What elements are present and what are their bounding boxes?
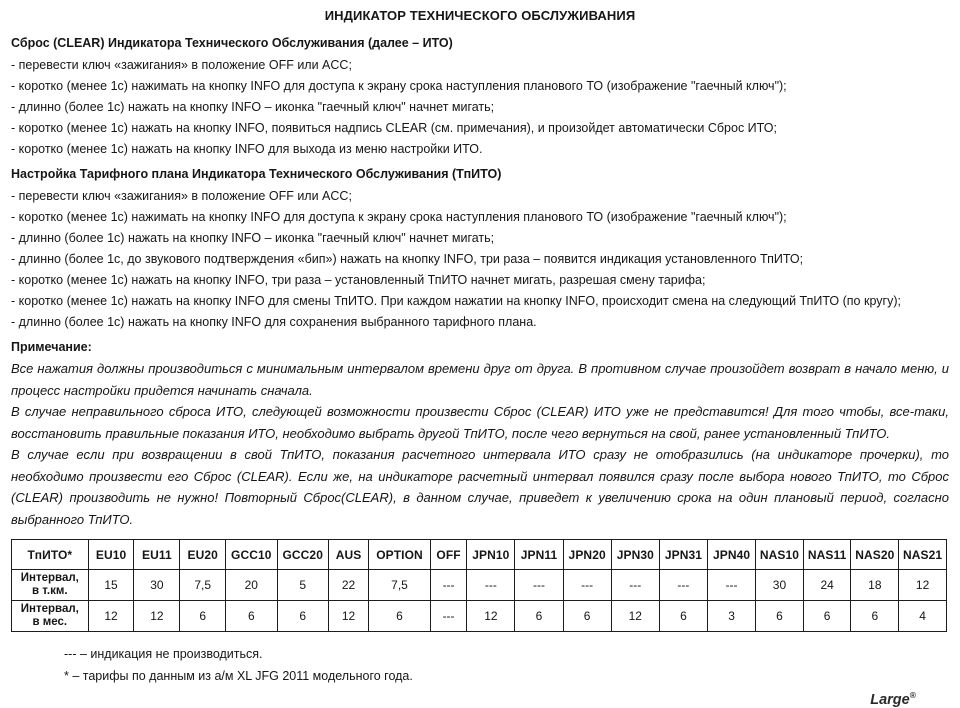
- table-header-cell: NAS20: [851, 540, 899, 570]
- table-cell: 12: [899, 570, 947, 601]
- table-cell: 6: [851, 601, 899, 632]
- table-cell: 30: [134, 570, 180, 601]
- brand-name: Large: [870, 691, 910, 708]
- table-cell: 4: [899, 601, 947, 632]
- table-cell: 3: [708, 601, 756, 632]
- instruction-line: - длинно (более 1с) нажать на кнопку INFO – иконка "гаечный ключ" начнет мигать;: [11, 100, 495, 114]
- table-cell: 22: [328, 570, 368, 601]
- table-cell: 12: [88, 601, 134, 632]
- table-header-cell: AUS: [328, 540, 368, 570]
- table-cell: ---: [611, 570, 659, 601]
- instruction-line: - коротко (менее 1с) нажимать на кнопку INFO для доступа к экрану срока наступления планового ТО (изображение "гаечный ключ");: [11, 210, 787, 224]
- table-header-cell: JPN20: [563, 540, 611, 570]
- table-cell: ---: [430, 570, 466, 601]
- table-header-cell: ТпИТО*: [12, 540, 89, 570]
- table-header-cell: NAS10: [756, 540, 804, 570]
- table-cell: 6: [515, 601, 563, 632]
- table-row: [12, 570, 947, 601]
- tariff-table: [11, 539, 947, 632]
- table-header-cell: JPN31: [659, 540, 707, 570]
- table-cell: 20: [226, 570, 277, 601]
- instruction-line: - коротко (менее 1с) нажать на кнопку INFO для выхода из меню настройки ИТО.: [11, 142, 483, 156]
- table-cell: ---: [708, 570, 756, 601]
- table-header-cell: NAS21: [899, 540, 947, 570]
- table-header-row: [12, 540, 947, 570]
- table-cell: 6: [277, 601, 328, 632]
- table-cell: 6: [659, 601, 707, 632]
- instruction-line: - перевести ключ «зажигания» в положение OFF или ACC;: [11, 189, 352, 203]
- table-header-cell: JPN10: [467, 540, 515, 570]
- table-cell: 5: [277, 570, 328, 601]
- table-row: [12, 601, 947, 632]
- table-header-cell: NAS11: [803, 540, 851, 570]
- note-paragraph: Все нажатия должны производиться с минимальным интервалом времени друг от друга. В противном случае произойдет возврат в начало меню, и процесс настройки придется начинать сначала.: [11, 361, 949, 398]
- section2-heading: Настройка Тарифного плана Индикатора Технического Обслуживания (ТпИТО): [11, 167, 502, 181]
- table-cell: 15: [88, 570, 134, 601]
- instruction-line: - длинно (более 1с) нажать на кнопку INFO – иконка "гаечный ключ" начнет мигать;: [11, 231, 495, 245]
- table-header-cell: EU20: [180, 540, 226, 570]
- table-cell: 12: [467, 601, 515, 632]
- table-cell: ---: [659, 570, 707, 601]
- instruction-line: - коротко (менее 1с) нажать на кнопку INFO, три раза – установленный ТпИТО начнет мигать, разрешая смену тарифа;: [11, 273, 706, 287]
- footnote-line: --- – индикация не производиться.: [64, 647, 263, 661]
- table-header-cell: JPN40: [708, 540, 756, 570]
- table-cell: 6: [369, 601, 431, 632]
- table-header-cell: JPN11: [515, 540, 563, 570]
- table-cell: 12: [328, 601, 368, 632]
- row-label: Интервал, в мес.: [12, 601, 89, 632]
- row-label: Интервал, в т.км.: [12, 570, 89, 601]
- table-cell: 24: [803, 570, 851, 601]
- table-cell: 12: [134, 601, 180, 632]
- note-paragraph: В случае неправильного сброса ИТО, следующей возможности произвести Сброс (CLEAR) ИТО уже не представится! Для того чтобы, все-таки, восстановить правильные показания ИТО, необходимо выбрать другой ТпИТО, после чего вернуться на свой, ранее установленный ТпИТО.: [11, 404, 949, 441]
- note-paragraph: В случае если при возвращении в свой ТпИТО, показания расчетного интервала ИТО сразу не отобразились (на индикаторе прочерки), то необходимо произвести его Сброс (CLEAR). Если же, на индикаторе расчетный интервал появился сразу после выбора нового ТпИТО, то Сброс (CLEAR) производить не нужно! Повторный Сброс(CLEAR), в данном случае, приведет к увеличению срока на один плановый период, согласно выбранного ТпИТО.: [11, 447, 949, 527]
- table-cell: 6: [563, 601, 611, 632]
- table-cell: 6: [226, 601, 277, 632]
- table-header-cell: GCC20: [277, 540, 328, 570]
- table-cell: 6: [756, 601, 804, 632]
- instruction-line: - коротко (менее 1с) нажать на кнопку INFO, появиться надпись CLEAR (см. примечания), и произойдет автоматически Сброс ИТО;: [11, 121, 777, 135]
- section1-heading: Сброс (CLEAR) Индикатора Технического Обслуживания (далее – ИТО): [11, 36, 453, 50]
- table-footnotes: [11, 643, 949, 687]
- table-cell: ---: [515, 570, 563, 601]
- registered-mark-icon: ®: [909, 690, 916, 700]
- table-cell: 6: [180, 601, 226, 632]
- table-cell: 7,5: [369, 570, 431, 601]
- table-cell: 30: [756, 570, 804, 601]
- instruction-line: - коротко (менее 1с) нажать на кнопку INFO для смены ТпИТО. При каждом нажатии на кнопку INFO, происходит смена на следующий ТпИТО (по кругу);: [11, 294, 901, 308]
- table-cell: ---: [430, 601, 466, 632]
- table-header-cell: OFF: [430, 540, 466, 570]
- table-cell: 18: [851, 570, 899, 601]
- doc-title: ИНДИКАТОР ТЕХНИЧЕСКОГО ОБСЛУЖИВАНИЯ: [324, 8, 636, 23]
- table-cell: ---: [467, 570, 515, 601]
- brand-watermark: [11, 690, 949, 708]
- instruction-line: - перевести ключ «зажигания» в положение OFF или ACC;: [11, 58, 352, 72]
- table-header-cell: EU11: [134, 540, 180, 570]
- notes-heading: Примечание:: [11, 340, 92, 354]
- table-cell: 12: [611, 601, 659, 632]
- table-cell: 7,5: [180, 570, 226, 601]
- instruction-line: - коротко (менее 1с) нажимать на кнопку INFO для доступа к экрану срока наступления планового ТО (изображение "гаечный ключ");: [11, 79, 787, 93]
- table-header-cell: OPTION: [369, 540, 431, 570]
- instruction-line: - длинно (более 1с, до звукового подтверждения «бип») нажать на кнопку INFO, три раза – появится индикация установленного ТпИТО;: [11, 252, 804, 266]
- instruction-line: - длинно (более 1с) нажать на кнопку INFO для сохранения выбранного тарифного плана.: [11, 315, 537, 329]
- table-cell: 6: [803, 601, 851, 632]
- footnote-line: * – тарифы по данным из а/м XL JFG 2011 модельного года.: [64, 669, 413, 683]
- table-header-cell: EU10: [88, 540, 134, 570]
- table-cell: ---: [563, 570, 611, 601]
- table-header-cell: GCC10: [226, 540, 277, 570]
- table-header-cell: JPN30: [611, 540, 659, 570]
